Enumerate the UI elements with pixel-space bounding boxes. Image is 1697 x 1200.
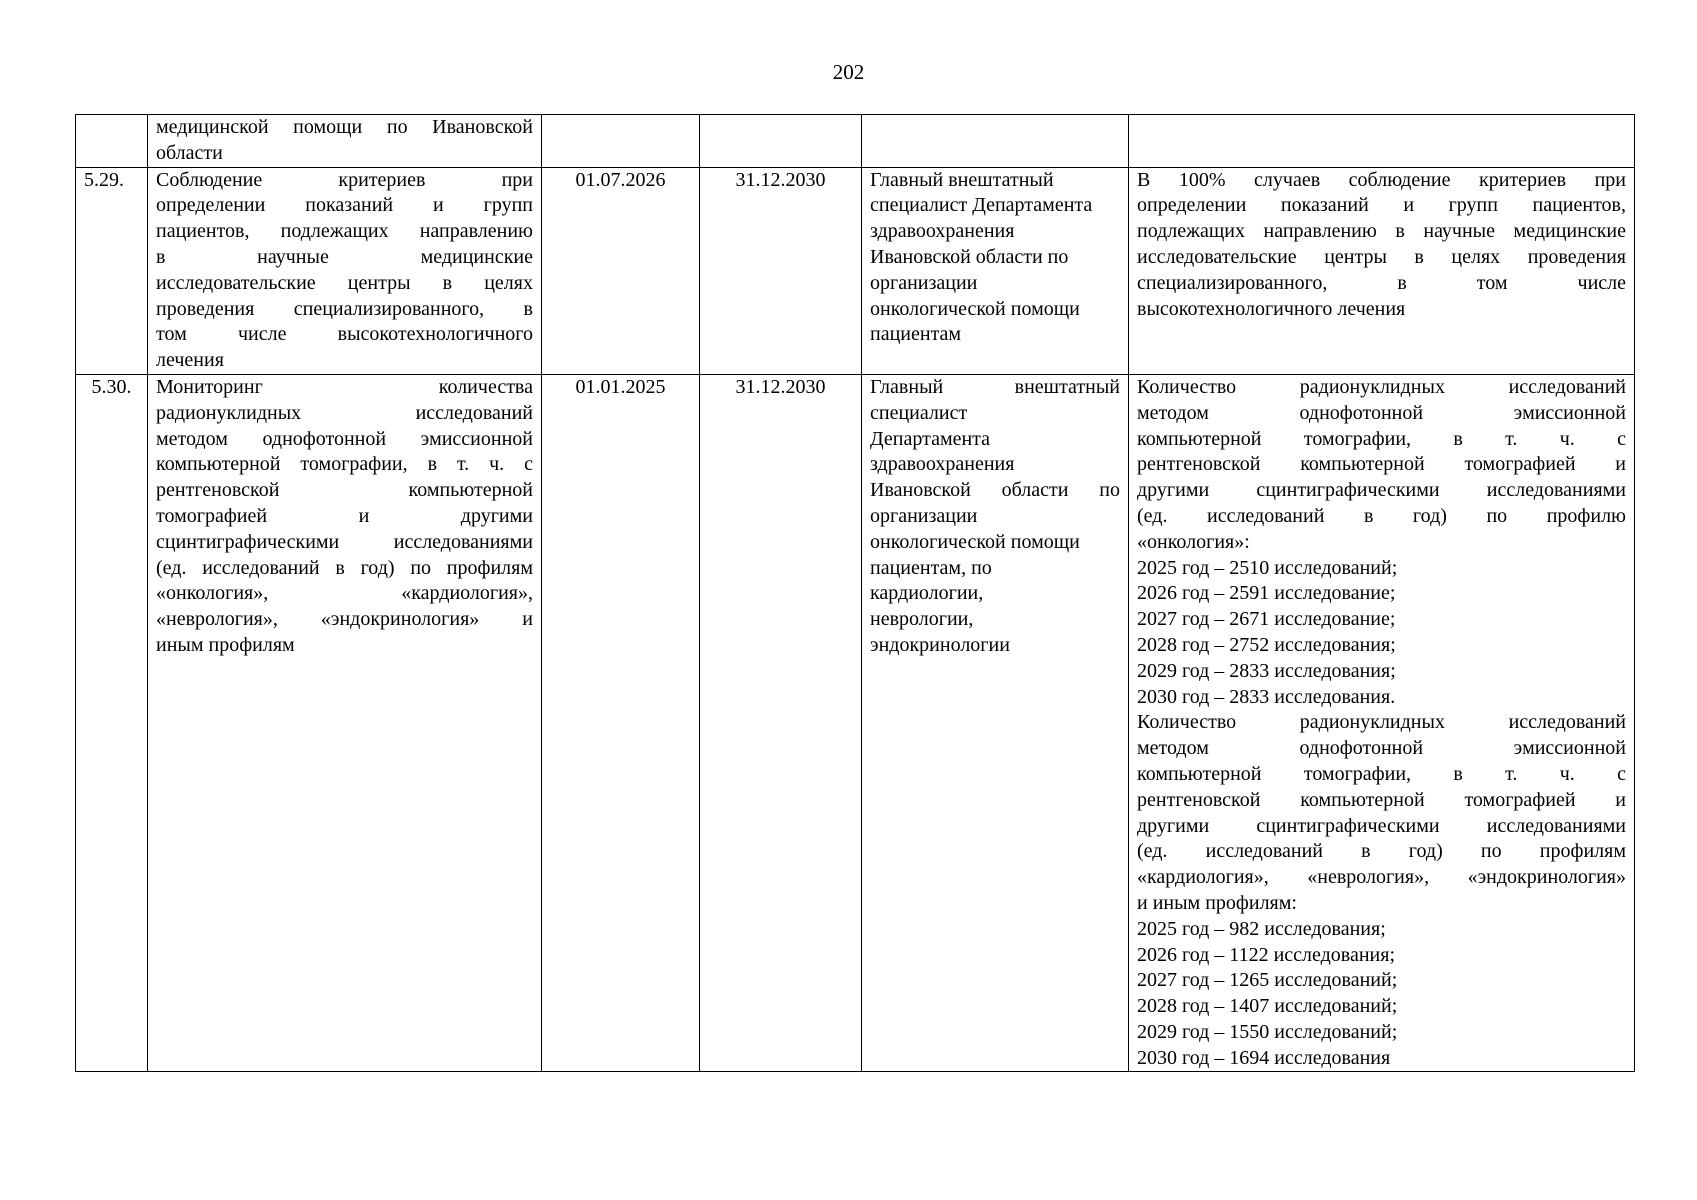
- activities-table: [75, 114, 1635, 1072]
- text-line: 2028 год – 2752 исследования;: [1137, 633, 1396, 656]
- text-line: определении показаний и групп пациентов,: [1137, 194, 1626, 217]
- text-line: 2029 год – 2833 исследования;: [1137, 659, 1396, 682]
- text-line: другими сцинтиграфическими исследованиями: [1137, 814, 1626, 837]
- text-line: исследовательские центры в целях проведения: [1137, 245, 1626, 268]
- text-line: Главный внештатный: [870, 168, 1054, 191]
- text-line: компьютерной томографии, в т. ч. с: [156, 453, 533, 476]
- text-line: рентгеновской компьютерной томографией и: [1137, 788, 1626, 811]
- start-date-cell: 01.07.2026: [542, 167, 700, 374]
- activity-cell: [148, 167, 542, 374]
- result-cell: [1129, 115, 1635, 168]
- text-line: пациентам: [870, 323, 962, 346]
- activity-cell: [148, 374, 542, 1072]
- text-line: 2026 год – 1122 исследования;: [1137, 943, 1396, 966]
- text-line: «кардиология», «неврология», «эндокринология»: [1137, 866, 1626, 889]
- text-line: исследовательские центры в целях: [156, 271, 533, 294]
- text-line: методом однофотонной эмиссионной: [1137, 737, 1626, 760]
- text-line: и иным профилям:: [1137, 891, 1297, 914]
- text-line: рентгеновской компьютерной: [156, 479, 533, 502]
- text-line: 2030 год – 2833 исследования.: [1137, 685, 1396, 708]
- end-date-cell: 31.12.2030: [700, 167, 862, 374]
- text-line: организации: [870, 504, 978, 527]
- table-row: [76, 167, 1635, 374]
- text-line: Ивановской области по: [870, 245, 1069, 268]
- responsible-cell: [862, 167, 1129, 374]
- row-number: 5.30.: [76, 374, 148, 1072]
- text-line: другими сцинтиграфическими исследованиями: [1137, 479, 1626, 502]
- text-line: кардиологии,: [870, 582, 984, 605]
- text-line: «онкология»:: [1137, 530, 1250, 553]
- text-line: 2029 год – 1550 исследований;: [1137, 1020, 1398, 1043]
- text-line: методом однофотонной эмиссионной: [156, 427, 533, 450]
- text-line: «неврология», «эндокринология» и: [156, 608, 533, 631]
- row-number: [76, 115, 148, 168]
- text-line: подлежащих направлению в научные медицинские: [1137, 220, 1626, 243]
- text-line: сцинтиграфическими исследованиями: [156, 530, 533, 553]
- responsible-cell: [862, 115, 1129, 168]
- result-cell: [1129, 167, 1635, 374]
- row-number: 5.29.: [76, 167, 148, 374]
- start-date-cell: [542, 115, 700, 168]
- text-line: проведения специализированного, в: [156, 297, 533, 320]
- text-line: медицинской помощи по Ивановской: [156, 116, 533, 138]
- table-row: [76, 374, 1635, 1072]
- text-line: 2026 год – 2591 исследование;: [1137, 582, 1396, 605]
- text-line: специализированного, в том числе: [1137, 271, 1626, 294]
- text-line: онкологической помощи: [870, 297, 1080, 320]
- text-line: радионуклидных исследований: [156, 401, 533, 424]
- responsible-cell: [862, 374, 1129, 1072]
- text-line: 2030 год – 1694 исследования: [1137, 1046, 1391, 1069]
- result-cell: [1129, 374, 1635, 1072]
- text-line: здравоохранения: [870, 453, 1015, 476]
- text-line: пациентам, по: [870, 556, 992, 579]
- text-line: Мониторинг количества: [156, 375, 533, 398]
- page-number: 202: [832, 60, 865, 84]
- table-row: [76, 115, 1635, 168]
- text-line: рентгеновской компьютерной томографией и: [1137, 453, 1626, 476]
- text-line: Главный внештатный: [870, 375, 1120, 398]
- text-line: В 100% случаев соблюдение критериев при: [1137, 168, 1626, 191]
- text-line: (ед. исследований в год) по профилям: [1137, 840, 1626, 863]
- text-line: Количество радионуклидных исследований: [1137, 375, 1626, 398]
- text-line: в научные медицинские: [156, 245, 533, 268]
- text-line: «онкология», «кардиология»,: [156, 582, 533, 605]
- text-line: онкологической помощи: [870, 530, 1080, 553]
- text-line: 2028 год – 1407 исследований;: [1137, 995, 1398, 1018]
- text-line: 2027 год – 2671 исследование;: [1137, 608, 1396, 631]
- text-line: Соблюдение критериев при: [156, 168, 533, 191]
- text-line: специалист: [870, 401, 968, 424]
- end-date-cell: [700, 115, 862, 168]
- text-line: компьютерной томографии, в т. ч. с: [1137, 427, 1626, 450]
- text-line: Ивановской области по: [870, 479, 1120, 502]
- text-line: неврологии,: [870, 608, 974, 631]
- text-line: методом однофотонной эмиссионной: [1137, 401, 1626, 424]
- text-line: Количество радионуклидных исследований: [1137, 711, 1626, 734]
- end-date-cell: 31.12.2030: [700, 374, 862, 1072]
- text-line: томографией и другими: [156, 504, 533, 527]
- text-line: 2025 год – 982 исследования;: [1137, 917, 1386, 940]
- text-line: (ед. исследований в год) по профилям: [156, 556, 533, 579]
- text-line: пациентов, подлежащих направлению: [156, 220, 533, 243]
- text-line: лечения: [156, 349, 224, 372]
- text-line: определении показаний и групп: [156, 194, 533, 217]
- text-line: компьютерной томографии, в т. ч. с: [1137, 762, 1626, 785]
- activity-cell: [148, 115, 542, 168]
- text-line: (ед. исследований в год) по профилю: [1137, 504, 1626, 527]
- text-line: специалист Департамента: [870, 194, 1093, 217]
- text-line: области: [156, 141, 223, 164]
- text-line: 2027 год – 1265 исследований;: [1137, 969, 1398, 992]
- text-line: эндокринологии: [870, 633, 1010, 656]
- text-line: высокотехнологичного лечения: [1137, 297, 1406, 320]
- text-line: Департамента: [870, 427, 991, 450]
- start-date-cell: 01.01.2025: [542, 374, 700, 1072]
- text-line: организации: [870, 271, 978, 294]
- text-line: 2025 год – 2510 исследований;: [1137, 556, 1398, 579]
- text-line: здравоохранения: [870, 220, 1015, 243]
- text-line: том числе высокотехнологичного: [156, 323, 533, 346]
- text-line: иным профилям: [156, 633, 295, 656]
